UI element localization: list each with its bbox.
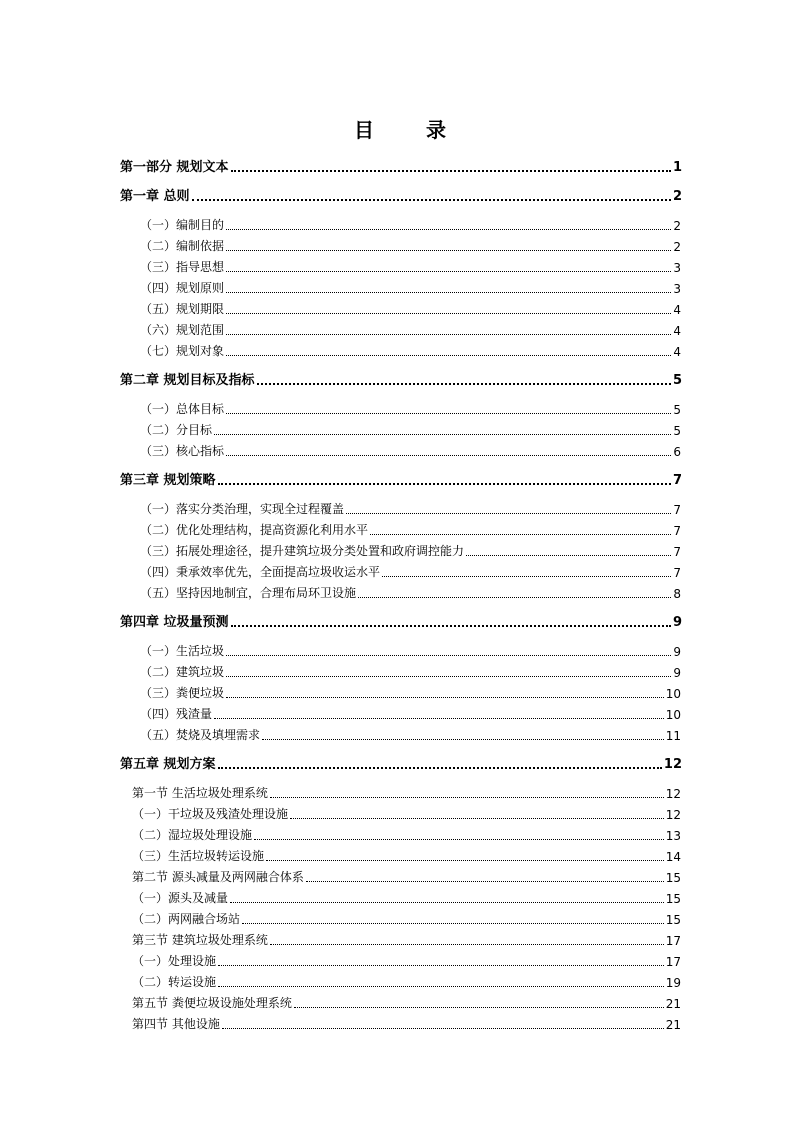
- dot-leader: [262, 739, 664, 740]
- toc-page-number: 4: [673, 345, 681, 359]
- toc-entry-label: （二）转运设施: [132, 975, 217, 989]
- toc-page-number: 3: [673, 261, 681, 275]
- toc-entry-label: 第一部分 规划文本: [120, 160, 229, 175]
- dot-leader: [370, 534, 671, 535]
- toc-subentry[interactable]: [140, 562, 681, 580]
- toc-page-number: 1: [672, 160, 682, 175]
- toc-section-entry[interactable]: [132, 888, 681, 906]
- toc-section-entry[interactable]: [132, 1014, 681, 1032]
- toc-entry-label: （四）残渣量: [140, 707, 213, 721]
- toc-entry-label: （六）规划范围: [140, 323, 225, 337]
- dot-leader: [257, 383, 671, 385]
- toc-entry-label: （五）规划期限: [140, 302, 225, 316]
- toc-entry-label: （二）建筑垃圾: [140, 665, 225, 679]
- dot-leader: [231, 170, 671, 172]
- toc-chapter-entry[interactable]: [120, 470, 682, 488]
- dot-leader: [226, 334, 671, 335]
- toc-section-entry[interactable]: [132, 783, 681, 801]
- dot-leader: [382, 576, 671, 577]
- dot-leader: [270, 797, 664, 798]
- toc-page-number: 7: [673, 524, 681, 538]
- toc-entry-label: 第三章 规划策略: [120, 473, 216, 488]
- dot-leader: [218, 483, 671, 485]
- toc-entry-label: 第二节 源头减量及两网融合体系: [132, 870, 304, 884]
- toc-entry-label: （一）生活垃圾: [140, 644, 225, 658]
- dot-leader: [226, 229, 671, 230]
- toc-entry-label: （七）规划对象: [140, 344, 225, 358]
- toc-page-number: 4: [673, 324, 681, 338]
- toc-section-entry[interactable]: [132, 804, 681, 822]
- toc-entry-label: 第四章 垃圾量预测: [120, 615, 229, 630]
- toc-entry-label: （一）源头及减量: [132, 891, 229, 905]
- toc-page-number: 12: [665, 787, 681, 801]
- dot-leader: [214, 718, 664, 719]
- toc-page-number: 5: [673, 403, 681, 417]
- toc-subentry[interactable]: [140, 583, 681, 601]
- toc-subentry[interactable]: [140, 725, 681, 743]
- toc-page-number: 5: [672, 373, 682, 388]
- toc-page-number: 12: [663, 757, 682, 772]
- toc-entry-label: （一）干垃圾及残渣处理设施: [132, 807, 289, 821]
- toc-page-number: 10: [665, 708, 681, 722]
- toc-page-number: 11: [665, 729, 681, 743]
- toc-section-entry[interactable]: [132, 951, 681, 969]
- dot-leader: [466, 555, 671, 556]
- dot-leader: [226, 313, 671, 314]
- dot-leader: [226, 455, 671, 456]
- toc-page-number: 6: [673, 445, 681, 459]
- toc-page-number: 8: [673, 587, 681, 601]
- toc-subentry[interactable]: [140, 215, 681, 233]
- toc-chapter-entry[interactable]: [120, 754, 682, 772]
- toc-subentry[interactable]: [140, 399, 681, 417]
- toc-page-number: 13: [665, 829, 681, 843]
- toc-page-number: 7: [673, 545, 681, 559]
- toc-page-number: 7: [672, 473, 682, 488]
- toc-section-entry[interactable]: [132, 930, 681, 948]
- toc-entry-label: 第五章 规划方案: [120, 757, 216, 772]
- dot-leader: [226, 655, 671, 656]
- toc-chapter-entry[interactable]: [120, 612, 682, 630]
- toc-page-number: 4: [673, 303, 681, 317]
- toc-page-number: 2: [672, 189, 682, 204]
- dot-leader: [242, 923, 664, 924]
- dot-leader: [230, 902, 664, 903]
- dot-leader: [226, 271, 671, 272]
- toc-page-number: 7: [673, 566, 681, 580]
- toc-entry-label: （一）编制目的: [140, 218, 225, 232]
- toc-chapter-entry[interactable]: [120, 370, 682, 388]
- dot-leader: [254, 839, 664, 840]
- toc-page-number: 9: [673, 645, 681, 659]
- toc-subentry[interactable]: [140, 520, 681, 538]
- toc-page-number: 15: [665, 913, 681, 927]
- toc-section-entry[interactable]: [132, 993, 681, 1011]
- toc-page-number: 2: [673, 219, 681, 233]
- toc-chapter-entry[interactable]: [120, 186, 682, 204]
- toc-entry-label: （三）拓展处理途径，提升建筑垃圾分类处置和政府调控能力: [140, 544, 465, 558]
- toc-subentry[interactable]: [140, 299, 681, 317]
- dot-leader: [266, 860, 664, 861]
- toc-page-number: 12: [665, 808, 681, 822]
- toc-entry-label: 第四节 其他设施: [132, 1017, 220, 1031]
- toc-entry-label: （三）粪便垃圾: [140, 686, 225, 700]
- dot-leader: [294, 1007, 664, 1008]
- dot-leader: [218, 986, 664, 987]
- toc-section-entry[interactable]: [132, 972, 681, 990]
- dot-leader: [226, 292, 671, 293]
- toc-entry-label: （四）秉承效率优先，全面提高垃圾收运水平: [140, 565, 381, 579]
- dot-leader: [218, 965, 664, 966]
- toc-entry-label: （一）落实分类治理，实现全过程覆盖: [140, 502, 345, 516]
- toc-page-number: 7: [673, 503, 681, 517]
- dot-leader: [290, 818, 664, 819]
- toc-subentry[interactable]: [140, 257, 681, 275]
- toc-subentry[interactable]: [140, 641, 681, 659]
- page-title: 目 录: [354, 118, 462, 142]
- toc-section-entry[interactable]: [132, 909, 681, 927]
- toc-chapter-entry[interactable]: [120, 157, 682, 175]
- dot-leader: [192, 199, 671, 201]
- toc-entry-label: （三）指导思想: [140, 260, 225, 274]
- dot-leader: [226, 413, 671, 414]
- toc-entry-label: （二）分目标: [140, 423, 213, 437]
- toc-page-number: 2: [673, 240, 681, 254]
- dot-leader: [226, 697, 664, 698]
- toc-page-number: 5: [673, 424, 681, 438]
- toc-entry-label: （二）湿垃圾处理设施: [132, 828, 253, 842]
- toc-section-entry[interactable]: [132, 867, 681, 885]
- toc-page-number: 17: [665, 955, 681, 969]
- toc-subentry[interactable]: [140, 704, 681, 722]
- toc-subentry[interactable]: [140, 420, 681, 438]
- dot-leader: [346, 513, 671, 514]
- toc-page-number: 17: [665, 934, 681, 948]
- dot-leader: [222, 1028, 664, 1029]
- toc-subentry[interactable]: [140, 683, 681, 701]
- toc-subentry[interactable]: [140, 236, 681, 254]
- dot-leader: [231, 625, 671, 627]
- toc-page-number: 10: [665, 687, 681, 701]
- toc-section-entry[interactable]: [132, 846, 681, 864]
- toc-entry-label: （二）优化处理结构，提高资源化利用水平: [140, 523, 369, 537]
- dot-leader: [226, 676, 671, 677]
- toc-subentry[interactable]: [140, 278, 681, 296]
- toc-page-number: 9: [672, 615, 682, 630]
- dot-leader: [226, 355, 671, 356]
- toc-page-number: 3: [673, 282, 681, 296]
- toc-page-number: 14: [665, 850, 681, 864]
- toc-entry-label: （五）焚烧及填埋需求: [140, 728, 261, 742]
- toc-entry-label: 第二章 规划目标及指标: [120, 373, 255, 388]
- toc-entry-label: 第五节 粪便垃圾设施处理系统: [132, 996, 292, 1010]
- dot-leader: [270, 944, 664, 945]
- toc-entry-label: 第一节 生活垃圾处理系统: [132, 786, 268, 800]
- dot-leader: [226, 250, 671, 251]
- toc-subentry[interactable]: [140, 662, 681, 680]
- dot-leader: [306, 881, 664, 882]
- toc-entry-label: （四）规划原则: [140, 281, 225, 295]
- toc-entry-label: （二）两网融合场站: [132, 912, 241, 926]
- toc-entry-label: （二）编制依据: [140, 239, 225, 253]
- toc-section-entry[interactable]: [132, 825, 681, 843]
- toc-entry-label: （一）处理设施: [132, 954, 217, 968]
- toc-page-number: 19: [665, 976, 681, 990]
- toc-entry-label: 第三节 建筑垃圾处理系统: [132, 933, 268, 947]
- dot-leader: [218, 767, 662, 769]
- toc-subentry[interactable]: [140, 441, 681, 459]
- toc-entry-label: （三）核心指标: [140, 444, 225, 458]
- toc-page-number: 15: [665, 871, 681, 885]
- toc-subentry[interactable]: [140, 541, 681, 559]
- dot-leader: [358, 597, 671, 598]
- toc-page-number: 21: [665, 997, 681, 1011]
- toc-entry-label: （三）生活垃圾转运设施: [132, 849, 265, 863]
- toc-subentry[interactable]: [140, 341, 681, 359]
- toc-subentry[interactable]: [140, 320, 681, 338]
- toc-entry-label: （五）坚持因地制宜，合理布局环卫设施: [140, 586, 357, 600]
- toc-page-number: 9: [673, 666, 681, 680]
- toc-entry-label: 第一章 总则: [120, 189, 190, 204]
- dot-leader: [214, 434, 671, 435]
- toc-page-number: 15: [665, 892, 681, 906]
- toc-page-number: 21: [665, 1018, 681, 1032]
- toc-subentry[interactable]: [140, 499, 681, 517]
- toc-entry-label: （一）总体目标: [140, 402, 225, 416]
